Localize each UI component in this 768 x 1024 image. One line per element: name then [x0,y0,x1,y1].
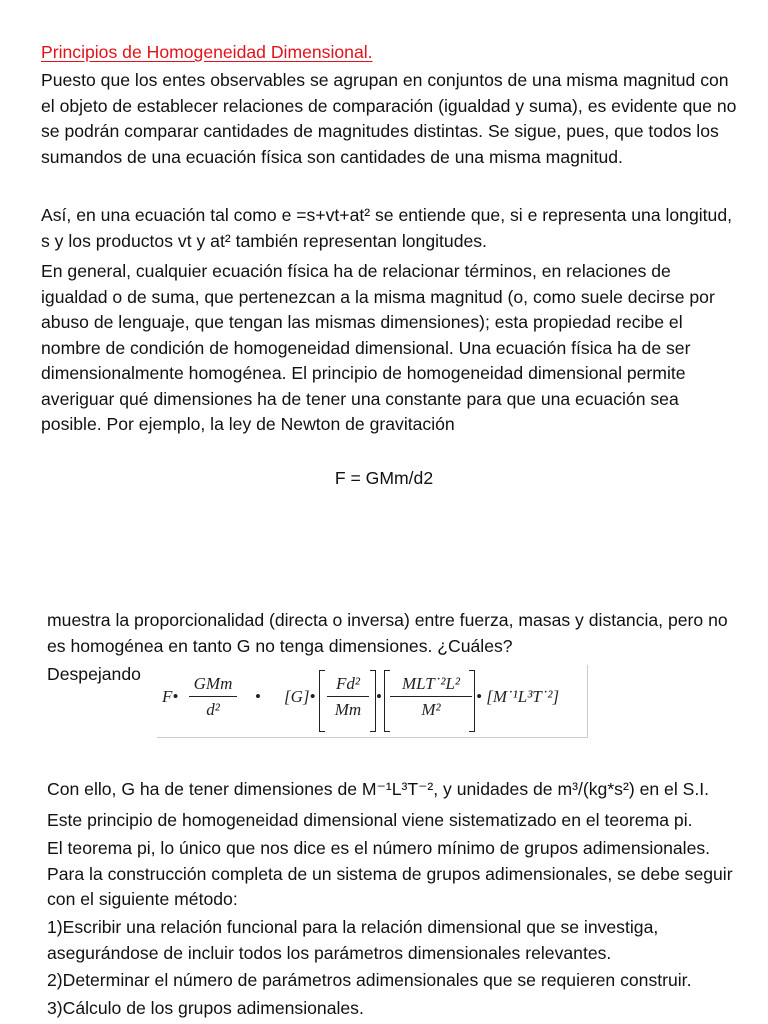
formula-f: F• [162,687,179,706]
formula-frac-gmm [189,674,237,720]
paragraph-intro: Puesto que los entes observables se agrupan en conjuntos de una misma magnitud con el objeto de establecer relaciones de comparación (igualdad y suma), es evidente que no se podrán comparar cantidades de magnitudes distintas. Se sigue, pues, que todos los sumandos de una ecuación física son cantidades de una misma magnitud. [41,70,737,167]
formula-frac-mlt-den: M² [421,700,441,719]
formula-frac-gmm-num: GMm [189,674,237,697]
formula-frac-fd-den: Mm [334,700,362,719]
formula-g: [G]• [284,687,316,706]
formula-frac-mlt [390,674,472,720]
formula-frac-mlt-num: MLT˙²L² [390,674,472,697]
paragraph-pi-theorem: Este principio de homogeneidad dimensional viene sistematizado en el teorema pi. [47,810,693,830]
list-item-step-3: 3)Cálculo de los grupos adimensionales. [47,998,364,1018]
formula-result: • [M˙¹L³T˙²] [476,687,560,706]
paragraph-homogeneity: En general, cualquier ecuación física ha de relacionar términos, en relaciones de igualdad o de suma, que pertenezcan a la misma magnitud (o, como suele decirse por abuso de lenguaje, que tengan las mismas dimensiones); esta propiedad recibe el nombre de condición de homogeneidad dimensional. Una ecuación física ha de ser dimensionalmente homogénea. El principio de homogeneidad dimensional permite averiguar qué dimensiones ha de tener una constante para que una ecuación sea posible. Por ejemplo, la ley de Newton de gravitación [41,261,715,434]
formula-image [157,665,588,738]
paragraph-example: Así, en una ecuación tal como e =s+vt+at² se entiende que, si e representa una longitud, s y los productos vt y at² también representan longitudes. [41,205,733,251]
formula-frac-gmm-den: d² [206,700,220,719]
paragraph-pi-method: El teorema pi, lo único que nos dice es el número mínimo de grupos adimensionales. Para la construcción completa de un sistema de grupos adimensionales, se debe seguir con el siguiente método: [47,838,733,909]
paragraph-proportionality: muestra la proporcionalidad (directa o inversa) entre fuerza, masas y distancia, pero no es homogénea en tanto G no tenga dimensiones. ¿Cuáles? [47,610,728,656]
list-item-step-1: 1)Escribir una relación funcional para la relación dimensional que se investiga, asegurándose de incluir todos los parámetros dimensionales relevantes. [47,917,659,963]
formula-dot: • [255,687,261,706]
equation-newton: F = GMm/d2 [334,468,434,488]
formula-frac-fd-num: Fd² [327,674,369,697]
formula-bracket-left [319,670,325,732]
formula-dot-2: • [376,687,382,706]
formula-bracket-right-2 [469,670,475,732]
page-title: Principios de Homogeneidad Dimensional. [41,42,373,62]
formula-frac-fd [327,674,369,720]
paragraph-despejando: Despejando [47,664,141,684]
list-item-step-2: 2)Determinar el número de parámetros adimensionales que se requieren construir. [47,970,692,990]
paragraph-g-dimensions: Con ello, G ha de tener dimensiones de M⁻¹L³T⁻², y unidades de m³/(kg*s²) en el S.I. [47,779,710,799]
